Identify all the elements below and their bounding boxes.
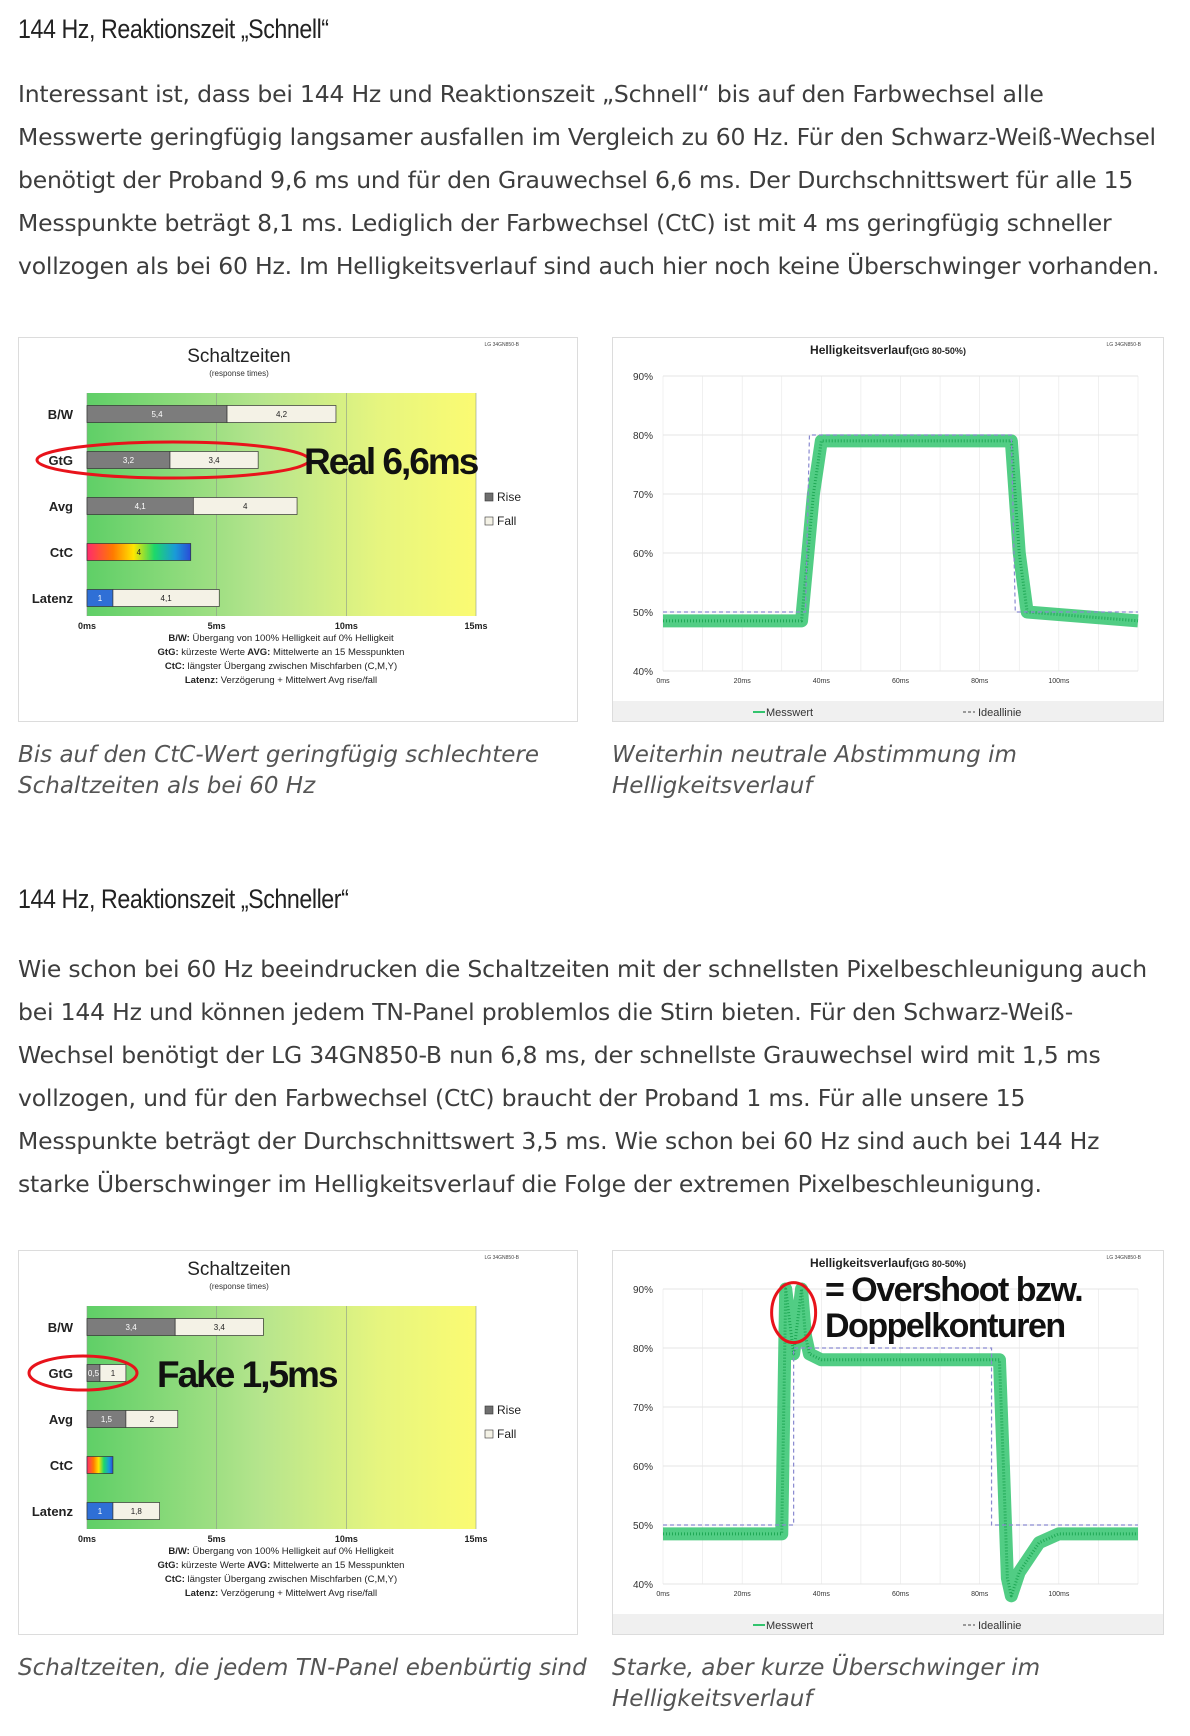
bar-value-label: 4,1 <box>160 594 172 603</box>
bar-value-label: 1,8 <box>130 1507 142 1516</box>
x-tick-label: 10ms <box>334 1534 358 1544</box>
footnote-label: GtG: <box>157 647 182 658</box>
footnote-text: kürzeste Werte <box>181 647 245 658</box>
footnote-line <box>168 1546 394 1557</box>
paragraph-line: benötigt der Proband 9,6 ms und für den Grauwechsel 6,6 ms. Der Durchschnittswert für alle 15 <box>18 166 1134 194</box>
footnote-label: AVG: <box>245 647 273 658</box>
annotation-text: = Overshoot bzw. <box>825 1271 1083 1309</box>
bar-value-label: 4 <box>136 548 142 557</box>
category-label: Latenz <box>31 591 73 606</box>
annotation-text: Real 6,6ms <box>304 441 478 482</box>
paragraph-line: starke Überschwinger im Helligkeitsverlauf die Folge der extremen Pixelbeschleunigung. <box>18 1170 1042 1198</box>
bar-value-label: 3,4 <box>213 1323 225 1332</box>
footnote-text: Verzögerung + Mittelwert Avg rise/fall <box>220 675 378 686</box>
bar-ctc <box>87 1457 113 1474</box>
bar-value-label: 1,5 <box>100 1415 113 1424</box>
figure-caption <box>612 1653 1172 1715</box>
legend-label: Rise <box>497 490 522 504</box>
y-tick-label: 60% <box>632 1462 653 1473</box>
legend-swatch-fall <box>485 1430 493 1438</box>
figure-caption <box>612 740 1172 802</box>
x-tick-label: 15ms <box>464 1534 488 1544</box>
y-tick-label: 40% <box>632 1580 653 1591</box>
bar-value-label: 1 <box>110 1369 116 1378</box>
figure-caption <box>18 1653 588 1684</box>
category-label: Avg <box>48 1412 73 1427</box>
x-tick-label: 5ms <box>207 621 226 631</box>
x-tick-label: 0ms <box>656 1591 670 1598</box>
figure-helligkeit-1[interactable] <box>612 337 1164 722</box>
y-tick-label: 80% <box>632 431 653 442</box>
paragraph-line: bei 144 Hz und können jedem TN-Panel problemlos die Stirn bieten. Für den Schwarz-Weiß- <box>18 998 1074 1026</box>
legend-label: Rise <box>497 1403 522 1417</box>
chart-subtitle: (response times) <box>209 1282 269 1291</box>
x-tick-label: 60ms <box>891 678 910 685</box>
footnote-label: Latenz: <box>184 1588 221 1599</box>
legend-swatch-rise <box>485 1406 493 1414</box>
section-heading: 144 Hz, Reaktionszeit „Schnell“ <box>18 14 329 44</box>
legend-label: Ideallinie <box>978 707 1022 719</box>
brightness-chart <box>613 1251 1163 1634</box>
footnote-label: B/W: <box>168 1546 193 1557</box>
paragraph-line: Interessant ist, dass bei 144 Hz und Reaktionszeit „Schnell“ bis auf den Farbwechsel alle <box>18 80 1044 108</box>
x-tick-label: 100ms <box>1048 678 1070 685</box>
legend-swatch-rise <box>485 493 493 501</box>
bar-value-label: 0,5 <box>87 1369 100 1378</box>
category-label: CtC <box>49 545 73 560</box>
footnote-line <box>158 647 405 658</box>
category-label: GtG <box>48 453 73 468</box>
caption-line: Schaltzeiten, die jedem TN-Panel ebenbürtig sind <box>18 1655 587 1681</box>
model-label: LG 34GN850-B <box>484 342 519 348</box>
caption-line: Bis auf den CtC-Wert geringfügig schlechtere <box>18 742 539 768</box>
bar-value-label: 4 <box>242 502 248 511</box>
footnote-line <box>185 1588 377 1599</box>
footnote-text: Übergang von 100% Helligkeit auf 0% Helligkeit <box>192 633 394 644</box>
bar-value-label: 3,2 <box>122 456 135 465</box>
bar-value-label: 5,4 <box>151 410 163 419</box>
legend-area <box>613 1614 1163 1634</box>
category-label: CtC <box>49 1458 73 1473</box>
x-tick-label: 80ms <box>971 678 989 685</box>
x-tick-label: 5ms <box>207 1534 226 1544</box>
bar-value-label: 1 <box>97 1507 103 1516</box>
chart-subtitle: (response times) <box>209 369 269 378</box>
bar-value-label: 3,4 <box>208 456 220 465</box>
category-label: GtG <box>48 1366 73 1381</box>
category-label: Avg <box>48 499 73 514</box>
figure-caption <box>18 740 578 802</box>
x-tick-label: 20ms <box>733 678 751 685</box>
y-tick-label: 90% <box>632 1285 653 1296</box>
annotation-text: Doppelkonturen <box>825 1307 1065 1345</box>
y-tick-label: 50% <box>632 1521 653 1532</box>
category-label: Latenz <box>31 1504 73 1519</box>
caption-line: Weiterhin neutrale Abstimmung im <box>612 742 1017 768</box>
footnote-text: Mittelwerte an 15 Messpunkten <box>272 1560 405 1571</box>
y-tick-label: 50% <box>632 608 653 619</box>
footnote-text: Verzögerung + Mittelwert Avg rise/fall <box>220 1588 378 1599</box>
paragraph-line: Messwerte geringfügig langsamer ausfallen im Vergleich zu 60 Hz. Für den Schwarz-Weiß-Wechsel <box>18 123 1156 151</box>
model-label: LG 34GN850-B <box>1106 1255 1141 1261</box>
x-tick-label: 60ms <box>891 1591 910 1598</box>
footnote-text: längster Übergang zwischen Mischfarben (C,M,Y) <box>187 1574 398 1585</box>
footnote-label: Latenz: <box>184 675 221 686</box>
footnote-line <box>165 1574 397 1585</box>
x-tick-label: 40ms <box>812 678 830 685</box>
footnote-line <box>158 1560 405 1571</box>
x-tick-label: 0ms <box>77 1534 97 1544</box>
footnote-line <box>168 633 394 644</box>
y-tick-label: 60% <box>632 549 653 560</box>
legend-label: Messwert <box>766 707 814 719</box>
model-label: LG 34GN850-B <box>1106 342 1141 348</box>
footnote-text: Mittelwerte an 15 Messpunkten <box>272 647 405 658</box>
footnote-text: Übergang von 100% Helligkeit auf 0% Helligkeit <box>192 1546 394 1557</box>
footnote-text: längster Übergang zwischen Mischfarben (C,M,Y) <box>187 661 398 672</box>
annotation-text: Fake 1,5ms <box>157 1354 337 1395</box>
section-paragraph <box>18 73 1188 288</box>
x-tick-label: 80ms <box>971 1591 989 1598</box>
footnote-label: AVG: <box>245 1560 273 1571</box>
caption-line: Schaltzeiten als bei 60 Hz <box>18 773 316 799</box>
y-tick-label: 70% <box>632 1403 653 1414</box>
category-label: B/W <box>47 1320 73 1335</box>
model-label: LG 34GN850-B <box>484 1255 519 1261</box>
chart-title: Schaltzeiten <box>187 346 291 367</box>
bar-value-label: 4,2 <box>275 410 288 419</box>
response-time-chart <box>19 338 577 721</box>
chart-title-main: Helligkeitsverlauf <box>810 1256 910 1270</box>
paragraph-line: vollzogen als bei 60 Hz. Im Helligkeitsverlauf sind auch hier noch keine Überschwinger vorhanden. <box>18 252 1160 280</box>
y-tick-label: 90% <box>632 372 653 383</box>
paragraph-line: Messpunkte beträgt der Durchschnittswert 3,5 ms. Wie schon bei 60 Hz sind auch bei 144 Hz <box>18 1127 1100 1155</box>
legend-area <box>613 701 1163 721</box>
bar-value-label: 4,1 <box>134 502 146 511</box>
caption-line: Starke, aber kurze Überschwinger im <box>612 1655 1041 1681</box>
chart-title-suffix: (GtG 80-50%) <box>909 1259 966 1269</box>
footnote-line <box>185 675 377 686</box>
y-tick-label: 40% <box>632 667 653 678</box>
paragraph-line: Wie schon bei 60 Hz beeindrucken die Schaltzeiten mit der schnellsten Pixelbeschleunigung auch <box>18 955 1147 983</box>
bar-value-label: 1 <box>97 594 103 603</box>
y-tick-label: 80% <box>632 1344 653 1355</box>
x-tick-label: 20ms <box>733 1591 751 1598</box>
x-tick-label: 0ms <box>656 678 670 685</box>
footnote-text: kürzeste Werte <box>181 1560 245 1571</box>
figure-helligkeit-2[interactable] <box>612 1250 1164 1635</box>
figure-schaltzeiten-2[interactable] <box>18 1250 578 1635</box>
footnote-label: CtC: <box>164 1574 188 1585</box>
legend-label: Messwert <box>766 1620 814 1632</box>
x-tick-label: 15ms <box>464 621 488 631</box>
footnote-label: CtC: <box>164 661 188 672</box>
section-paragraph <box>18 948 1188 1206</box>
bar-value-label: 3,4 <box>125 1323 137 1332</box>
footnote-label: GtG: <box>157 1560 182 1571</box>
caption-line: Helligkeitsverlauf <box>612 1686 813 1712</box>
paragraph-line: Wechsel benötigt der LG 34GN850-B nun 6,8 ms, der schnellste Grauwechsel wird mit 1,5 ms <box>18 1041 1101 1069</box>
chart-title-main: Helligkeitsverlauf <box>810 343 910 357</box>
legend-label: Ideallinie <box>978 1620 1022 1632</box>
category-label: B/W <box>47 407 73 422</box>
paragraph-line: vollzogen, und für den Farbwechsel (CtC) braucht der Proband 1 ms. Für alle unsere 15 <box>18 1084 1026 1112</box>
paragraph-line: Messpunkte beträgt 8,1 ms. Lediglich der Farbwechsel (CtC) ist mit 4 ms geringfügig schneller <box>18 209 1112 237</box>
legend-label: Fall <box>497 1427 517 1441</box>
chart-title: Schaltzeiten <box>187 1259 291 1280</box>
chart-title <box>810 343 966 357</box>
footnote-line <box>165 661 397 672</box>
footnote-label: B/W: <box>168 633 193 644</box>
x-tick-label: 0ms <box>77 621 97 631</box>
figure-schaltzeiten-1[interactable] <box>18 337 578 722</box>
chart-title-suffix: (GtG 80-50%) <box>909 346 966 356</box>
section-heading: 144 Hz, Reaktionszeit „Schneller“ <box>18 884 349 914</box>
chart-title <box>810 1256 966 1270</box>
response-time-chart <box>19 1251 577 1634</box>
x-tick-label: 40ms <box>812 1591 830 1598</box>
legend-label: Fall <box>497 514 517 528</box>
y-tick-label: 70% <box>632 490 653 501</box>
x-tick-label: 100ms <box>1048 1591 1070 1598</box>
legend-swatch-fall <box>485 517 493 525</box>
brightness-chart <box>613 338 1163 721</box>
caption-line: Helligkeitsverlauf <box>612 773 813 799</box>
x-tick-label: 10ms <box>334 621 358 631</box>
bar-value-label: 2 <box>149 1415 155 1424</box>
